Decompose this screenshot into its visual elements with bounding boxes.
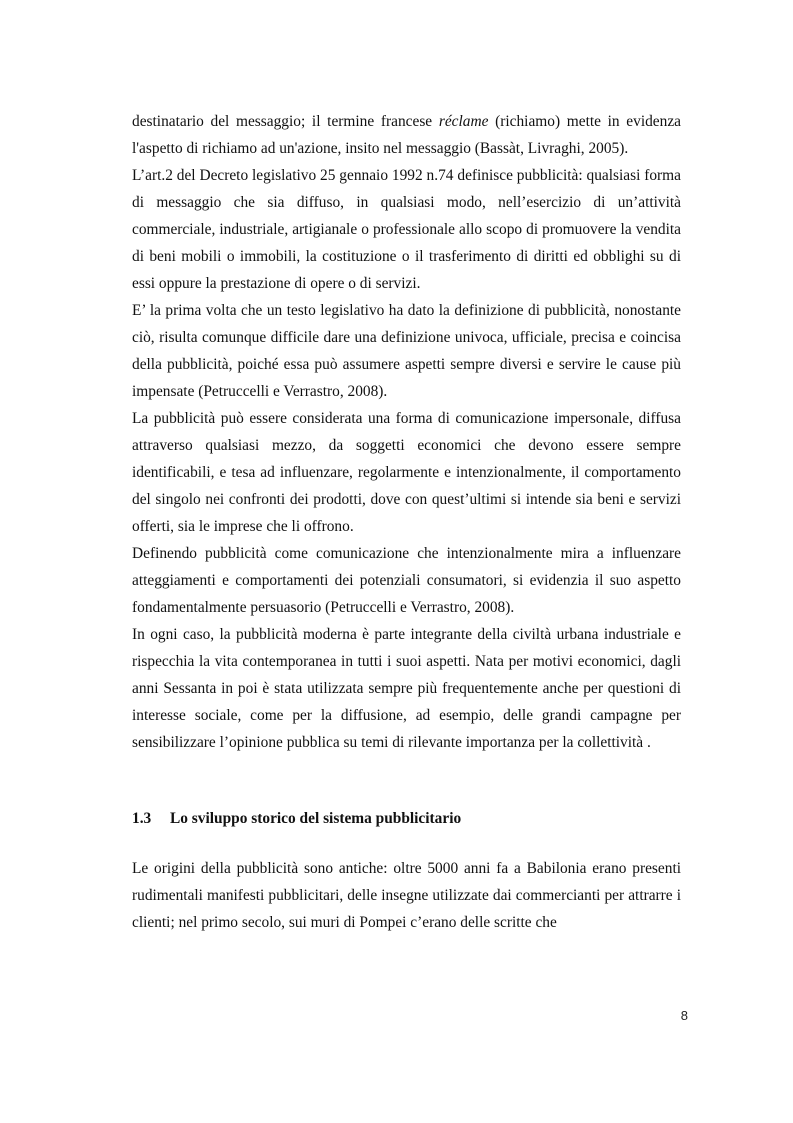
paragraph-1-pre: destinatario del messaggio; il termine francese bbox=[132, 113, 439, 130]
paragraph-2: L’art.2 del Decreto legislativo 25 gennaio 1992 n.74 definisce pubblicità: qualsiasi forma di messaggio che sia diffuso, in qualsiasi modo, nell’esercizio di un’attività commerciale, industriale, artigianale o professionale allo scopo di promuovere la vendita di beni mobili o immobili, la costituzione o il trasferimento di diritti ed obblighi su di essi oppure la prestazione di opere o di servizi. bbox=[132, 167, 681, 292]
section-number: 1.3 bbox=[132, 810, 152, 827]
section-paragraph: Le origini della pubblicità sono antiche: oltre 5000 anni fa a Babilonia erano presenti rudimentali manifesti pubblicitari, delle insegne utilizzate dai commercianti per attrarre i clienti; nel primo secolo, sui muri di Pompei c’erano delle scritte che bbox=[132, 860, 681, 931]
paragraph-1 bbox=[132, 108, 681, 162]
emphasis-reclame: réclame bbox=[438, 113, 489, 130]
section-title: Lo sviluppo storico del sistema pubblicitario bbox=[170, 810, 462, 827]
document-page bbox=[132, 108, 681, 936]
paragraph-5: Definendo pubblicità come comunicazione che intenzionalmente mira a influenzare atteggiamenti e comportamenti dei potenziali consumatori, si evidenzia il suo aspetto fondamentalmente persuasorio (Petruccelli e Verrastro, 2008). bbox=[132, 545, 681, 616]
paragraph-4: La pubblicità può essere considerata una forma di comunicazione impersonale, diffusa attraverso qualsiasi mezzo, da soggetti economici che devono essere sempre identificabili, e tesa ad influenzare, regolarmente e intenzionalmente, il comportamento del singolo nei confronti dei prodotti, dove con quest’ultimi si intende sia beni e servizi offerti, sia le imprese che li offrono. bbox=[132, 410, 681, 535]
paragraph-3: E’ la prima volta che un testo legislativo ha dato la definizione di pubblicità, nonostante ciò, risulta comunque difficile dare una definizione univoca, ufficiale, precisa e coincisa della pubblicità, poiché essa può assumere aspetti sempre diversi e servire le cause più impensate (Petruccelli e Verrastro, 2008). bbox=[132, 302, 681, 400]
paragraph-1-post: (richiamo) mette in evidenza l'aspetto di richiamo ad un'azione, insito nel messaggio (Bassàt, Livraghi, 2005). bbox=[132, 113, 681, 157]
page-number: 8 bbox=[680, 1008, 688, 1023]
section-heading bbox=[132, 805, 681, 832]
paragraph-6: In ogni caso, la pubblicità moderna è parte integrante della civiltà urbana industriale e rispecchia la vita contemporanea in tutti i suoi aspetti. Nata per motivi economici, dagli anni Sessanta in poi è stata utilizzata sempre più frequentemente anche per questioni di interesse sociale, come per la diffusione, ad esempio, delle grandi campagne per sensibilizzare l’opinione pubblica su temi di rilevante importanza per la collettività . bbox=[132, 626, 681, 751]
